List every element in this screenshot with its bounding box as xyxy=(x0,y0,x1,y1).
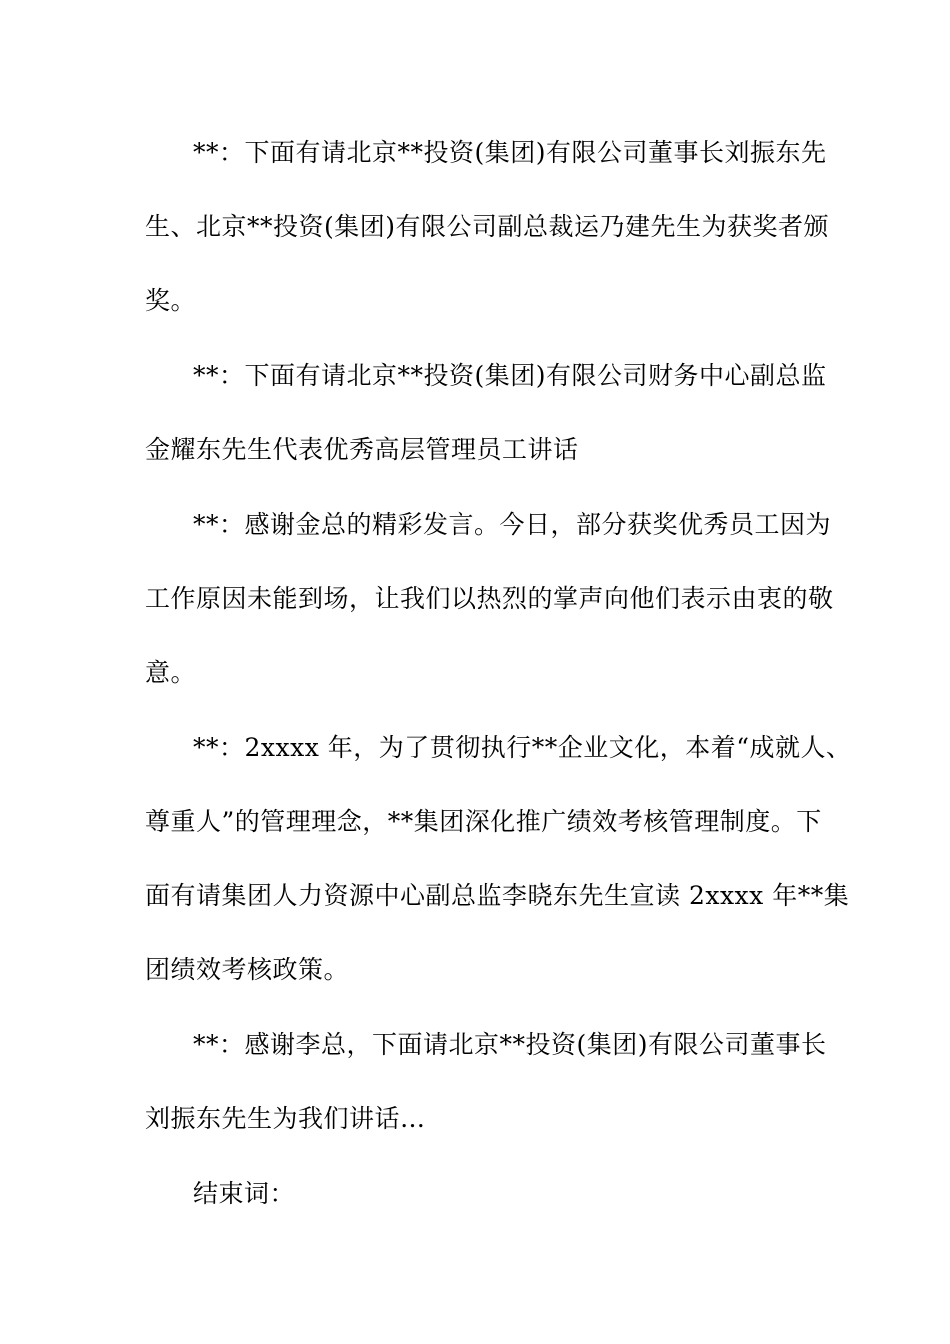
paragraph-5-line-1: **：感谢李总，下面请北京**投资(集团)有限公司董事长 xyxy=(193,1030,827,1059)
paragraph-2-line-2: 金耀东先生代表优秀高层管理员工讲话 xyxy=(145,435,579,464)
paragraph-1-line-3: 奖。 xyxy=(145,286,197,315)
paragraph-1-line-1: **：下面有请北京**投资(集团)有限公司董事长刘振东先 xyxy=(193,138,827,167)
paragraph-4-line-1: **：2xxxx 年，为了贯彻执行**企业文化，本着“成就人、 xyxy=(193,733,852,762)
paragraph-5-line-2: 刘振东先生为我们讲话… xyxy=(145,1104,426,1133)
paragraph-2-line-1: **：下面有请北京**投资(集团)有限公司财务中心副总监 xyxy=(193,361,827,390)
closing-heading: 结束词： xyxy=(193,1179,296,1208)
paragraph-4-line-3: 面有请集团人力资源中心副总监李晓东先生宣读 2xxxx 年**集 xyxy=(145,881,850,910)
paragraph-1-line-2: 生、北京**投资(集团)有限公司副总裁运乃建先生为获奖者颁 xyxy=(145,212,830,241)
paragraph-3-line-2: 工作原因未能到场，让我们以热烈的掌声向他们表示由衷的敬 xyxy=(145,584,834,613)
paragraph-4-line-2: 尊重人”的管理理念，**集团深化推广绩效考核管理制度。下 xyxy=(145,807,822,836)
paragraph-3-line-3: 意。 xyxy=(145,658,197,687)
paragraph-3-line-1: **：感谢金总的精彩发言。今日，部分获奖优秀员工因为 xyxy=(193,510,832,539)
paragraph-4-line-4: 团绩效考核政策。 xyxy=(145,955,350,984)
